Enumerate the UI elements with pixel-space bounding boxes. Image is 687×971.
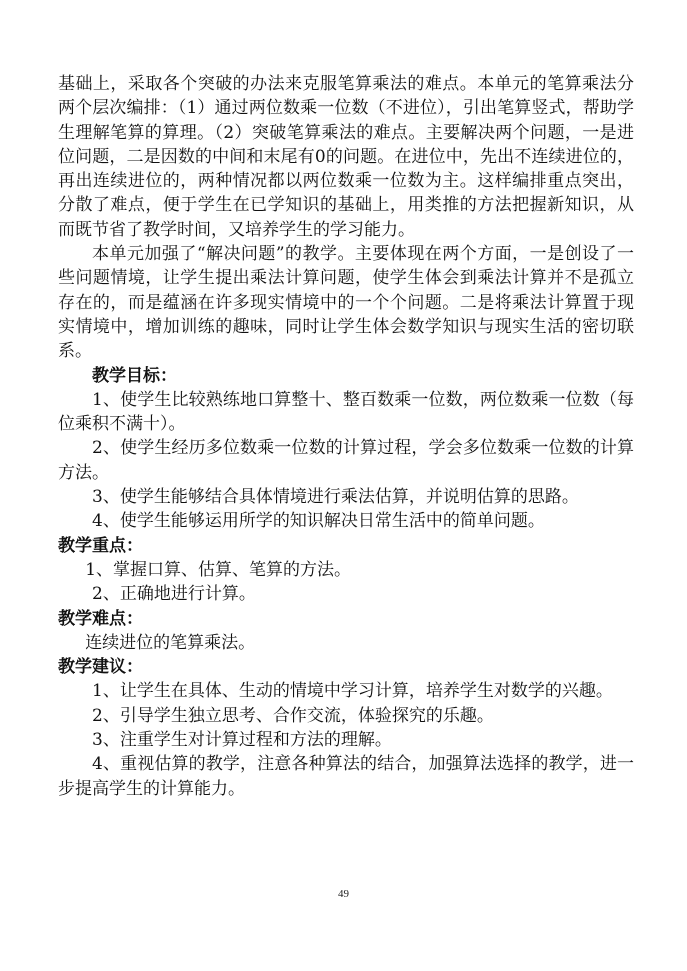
suggestions-heading: 教学建议： (58, 657, 143, 678)
intro-paragraph: 基础上，采取各个突破的办法来克服笔算乘法的难点。本单元的笔算乘法分两个层次编排：（1）通过两位数乘一位数（不进位），引出笔算竖式，帮助学生理解笔算的算理。（2）突破笔算乘法的难点。主要解决两个问题，一是进位问题，二是因数的中间和末尾有0的问题。在进位中，先出不连续进位的，再出连续进位的，两种情况都以两位数乘一位数为主。这样编排重点突出，分散了难点，便于学生在已学知识的基础上，用类推的方法把握新知识，从而既节省了教学时间，又培养学生的学习能力。 (58, 74, 634, 240)
suggestion-item-1: 1、让学生在具体、生动的情境中学习计算，培养学生对数学的兴趣。 (92, 681, 613, 702)
key-point-item-1: 1、掌握口算、估算、笔算的方法。 (85, 559, 352, 580)
key-point-item-2: 2、正确地进行计算。 (92, 584, 256, 605)
objective-item-4: 4、使学生能够运用所学的知识解决日常生活中的简单问题。 (92, 511, 545, 532)
objective-item-1: 1、使学生比较熟练地口算整十、整百数乘一位数，两位数乘一位数（每位乘积不满十）。 (58, 389, 634, 435)
page-number: 49 (338, 888, 349, 900)
difficulties-text: 连续进位的笔算乘法。 (85, 632, 256, 653)
key-points-heading: 教学重点： (58, 535, 143, 556)
problem-solving-paragraph: 本单元加强了“解决问题”的教学。主要体现在两个方面，一是创设了一些问题情境，让学生提出乘法计算问题，使学生体会到乘法计算并不是孤立存在的，而是蕴涵在许多现实情境中的一个个问题。二是将乘法计算置于现实情境中，增加训练的趣味，同时让学生体会数学知识与现实生活的密切联系。 (58, 244, 634, 362)
document-body (58, 72, 634, 801)
difficulties-heading: 教学难点： (58, 608, 143, 629)
objective-item-2: 2、使学生经历多位数乘一位数的计算过程，学会多位数乘一位数的计算方法。 (58, 438, 634, 483)
suggestion-item-3: 3、注重学生对计算过程和方法的理解。 (92, 730, 392, 751)
objective-item-3: 3、使学生能够结合具体情境进行乘法估算，并说明估算的思路。 (92, 487, 579, 508)
suggestion-item-2: 2、引导学生独立思考、合作交流，体验探究的乐趣。 (92, 705, 494, 726)
suggestion-item-4: 4、重视估算的教学，注意各种算法的结合，加强算法选择的教学，进一步提高学生的计算能力。 (58, 754, 634, 799)
objectives-heading: 教学目标： (92, 365, 177, 386)
